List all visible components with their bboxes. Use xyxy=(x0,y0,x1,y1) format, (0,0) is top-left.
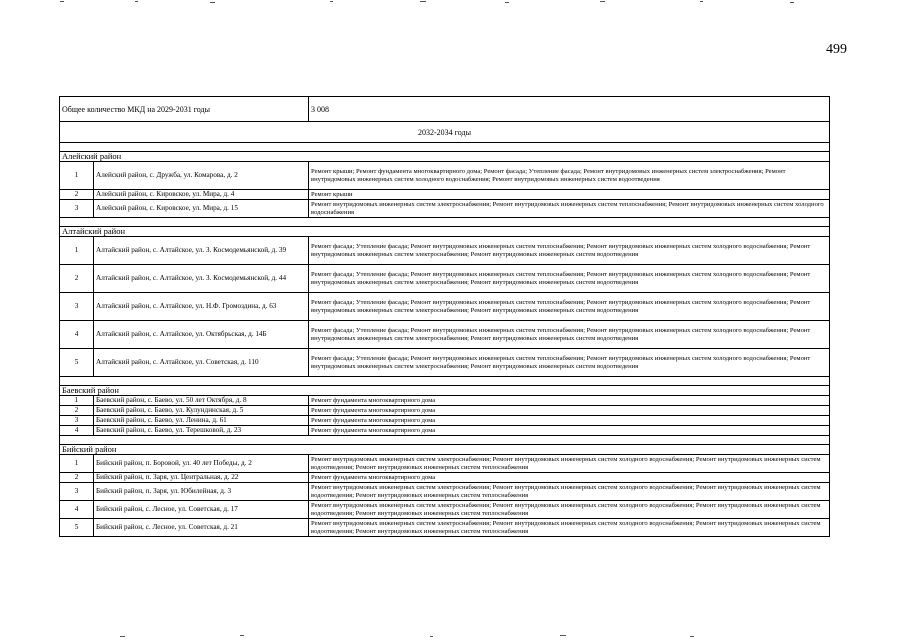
row-number: 3 xyxy=(60,293,94,321)
district-name: Алтайский район xyxy=(60,227,830,237)
mkd-repair-table xyxy=(59,96,830,537)
works-cell: Ремонт крыши; Ремонт фундамента многоквартирного дома; Ремонт фасада; Утепление фасада; Ремонт внутридомовых инженерных систем электроснабжения; Ремонт внутридомовых инженерных систем холодного водоснабжения; Ремонт внутридомовых инженерных систем водоотведения xyxy=(309,162,830,190)
spacer-cell xyxy=(60,218,830,227)
works-cell: Ремонт внутридомовых инженерных систем электроснабжения; Ремонт внутридомовых инженерных систем холодного водоснабжения; Ремонт внутридомовых инженерных систем водоотведения; Ремонт внутридомовых инженерных систем теплоснабжения xyxy=(309,519,830,537)
table-row xyxy=(60,483,830,501)
table-row xyxy=(60,455,830,473)
spacer-row xyxy=(60,436,830,445)
row-number: 4 xyxy=(60,501,94,519)
spacer-cell xyxy=(60,436,830,445)
table-row xyxy=(60,321,830,349)
address-cell: Баевский район, с. Баево, ул. 50 лет Октября, д. 8 xyxy=(94,396,309,406)
table-row xyxy=(60,416,830,426)
page-number: 499 xyxy=(826,42,847,57)
table-row xyxy=(60,162,830,190)
period-heading: 2032-2034 годы xyxy=(60,122,830,143)
address-cell: Баевский район, с. Баево, ул. Кулундинская, д. 5 xyxy=(94,406,309,416)
district-heading-row xyxy=(60,227,830,237)
row-number: 5 xyxy=(60,349,94,377)
row-number: 1 xyxy=(60,237,94,265)
row-number: 5 xyxy=(60,519,94,537)
works-cell: Ремонт фундамента многоквартирного дома xyxy=(309,473,830,483)
table-row xyxy=(60,406,830,416)
table-row xyxy=(60,519,830,537)
spacer-row xyxy=(60,143,830,152)
spacer-cell xyxy=(60,377,830,386)
works-cell: Ремонт фасада; Утепление фасада; Ремонт внутридомовых инженерных систем теплоснабжения; Ремонт внутридомовых инженерных систем холодного водоснабжения; Ремонт внутридомовых инженерных систем электроснабжения; Ремонт внутридомовых инженерных систем водоотведения xyxy=(309,293,830,321)
works-cell: Ремонт фундамента многоквартирного дома xyxy=(309,396,830,406)
address-cell: Бийский район, с. Лесное, ул. Советская, д. 21 xyxy=(94,519,309,537)
works-cell: Ремонт внутридомовых инженерных систем электроснабжения; Ремонт внутридомовых инженерных систем холодного водоснабжения; Ремонт внутридомовых инженерных систем водоотведения; Ремонт внутридомовых инженерных систем теплоснабжения xyxy=(309,501,830,519)
row-number: 2 xyxy=(60,406,94,416)
district-name: Алейский район xyxy=(60,152,830,162)
table-body xyxy=(60,97,830,537)
address-cell: Бийский район, с. Лесное, ул. Советская, д. 17 xyxy=(94,501,309,519)
address-cell: Баевский район, с. Баево, ул. Терешковой, д. 23 xyxy=(94,426,309,436)
address-cell: Бийский район, п. Заря, ул. Юбилейная, д. 3 xyxy=(94,483,309,501)
district-heading-row xyxy=(60,152,830,162)
row-number: 3 xyxy=(60,483,94,501)
district-heading-row xyxy=(60,386,830,396)
address-cell: Бийский район, п. Заря, ул. Центральная, д. 22 xyxy=(94,473,309,483)
works-cell: Ремонт внутридомовых инженерных систем электроснабжения; Ремонт внутридомовых инженерных систем теплоснабжения; Ремонт внутридомовых инженерных систем холодного водоснабжения xyxy=(309,200,830,218)
table-row xyxy=(60,501,830,519)
address-cell: Алтайский район, с. Алтайское, ул. Н.Ф. Громоздина, д. 63 xyxy=(94,293,309,321)
row-number: 4 xyxy=(60,321,94,349)
row-number: 3 xyxy=(60,200,94,218)
table-row xyxy=(60,473,830,483)
spacer-row xyxy=(60,377,830,386)
address-cell: Алейский район, с. Кировское, ул. Мира, д. 15 xyxy=(94,200,309,218)
row-number: 3 xyxy=(60,416,94,426)
address-cell: Алтайский район, с. Алтайское, ул. З. Космодемьянской, д. 44 xyxy=(94,265,309,293)
address-cell: Алтайский район, с. Алтайское, ул. Советская, д. 110 xyxy=(94,349,309,377)
table-row xyxy=(60,265,830,293)
table-row xyxy=(60,237,830,265)
address-cell: Алейский район, с. Дружба, ул. Комарова, д. 2 xyxy=(94,162,309,190)
row-number: 1 xyxy=(60,162,94,190)
summary-row xyxy=(60,97,830,122)
works-cell: Ремонт фундамента многоквартирного дома xyxy=(309,406,830,416)
row-number: 2 xyxy=(60,190,94,200)
table-row xyxy=(60,200,830,218)
address-cell: Алтайский район, с. Алтайское, ул. Октябрьская, д. 14Б xyxy=(94,321,309,349)
summary-label: Общее количество МКД на 2029-2031 годы xyxy=(60,97,309,122)
period-row xyxy=(60,122,830,143)
table-row xyxy=(60,349,830,377)
works-cell: Ремонт фундамента многоквартирного дома xyxy=(309,426,830,436)
works-cell: Ремонт фасада; Утепление фасада; Ремонт внутридомовых инженерных систем теплоснабжения; Ремонт внутридомовых инженерных систем холодного водоснабжения; Ремонт внутридомовых инженерных систем электроснабжения; Ремонт внутридомовых инженерных систем водоотведения xyxy=(309,237,830,265)
summary-value: 3 008 xyxy=(309,97,830,122)
spacer-cell xyxy=(60,143,830,152)
row-number: 2 xyxy=(60,473,94,483)
works-cell: Ремонт фундамента многоквартирного дома xyxy=(309,416,830,426)
table-row xyxy=(60,293,830,321)
district-name: Баевский район xyxy=(60,386,830,396)
table-row xyxy=(60,190,830,200)
address-cell: Бийский район, п. Боровой, ул. 40 лет Победы, д. 2 xyxy=(94,455,309,473)
works-cell: Ремонт внутридомовых инженерных систем электроснабжения; Ремонт внутридомовых инженерных систем холодного водоснабжения; Ремонт внутридомовых инженерных систем водоотведения; Ремонт внутридомовых инженерных систем теплоснабжения xyxy=(309,483,830,501)
district-heading-row xyxy=(60,445,830,455)
address-cell: Алтайский район, с. Алтайское, ул. З. Космодемьянской, д. 39 xyxy=(94,237,309,265)
row-number: 4 xyxy=(60,426,94,436)
works-cell: Ремонт внутридомовых инженерных систем электроснабжения; Ремонт внутридомовых инженерных систем холодного водоснабжения; Ремонт внутридомовых инженерных систем водоотведения; Ремонт внутридомовых инженерных систем теплоснабжения xyxy=(309,455,830,473)
district-name: Бийский район xyxy=(60,445,830,455)
row-number: 2 xyxy=(60,265,94,293)
works-cell: Ремонт фасада; Утепление фасада; Ремонт внутридомовых инженерных систем теплоснабжения; Ремонт внутридомовых инженерных систем холодного водоснабжения; Ремонт внутридомовых инженерных систем электроснабжения; Ремонт внутридомовых инженерных систем водоотведения xyxy=(309,321,830,349)
address-cell: Баевский район, с. Баево, ул. Ленина, д. 61 xyxy=(94,416,309,426)
works-cell: Ремонт фасада; Утепление фасада; Ремонт внутридомовых инженерных систем теплоснабжения; Ремонт внутридомовых инженерных систем холодного водоснабжения; Ремонт внутридомовых инженерных систем электроснабжения; Ремонт внутридомовых инженерных систем водоотведения xyxy=(309,349,830,377)
row-number: 1 xyxy=(60,396,94,406)
address-cell: Алейский район, с. Кировское, ул. Мира, д. 4 xyxy=(94,190,309,200)
row-number: 1 xyxy=(60,455,94,473)
works-cell: Ремонт фасада; Утепление фасада; Ремонт внутридомовых инженерных систем теплоснабжения; Ремонт внутридомовых инженерных систем холодного водоснабжения; Ремонт внутридомовых инженерных систем электроснабжения; Ремонт внутридомовых инженерных систем водоотведения xyxy=(309,265,830,293)
works-cell: Ремонт крыши xyxy=(309,190,830,200)
spacer-row xyxy=(60,218,830,227)
table-row xyxy=(60,396,830,406)
table-row xyxy=(60,426,830,436)
